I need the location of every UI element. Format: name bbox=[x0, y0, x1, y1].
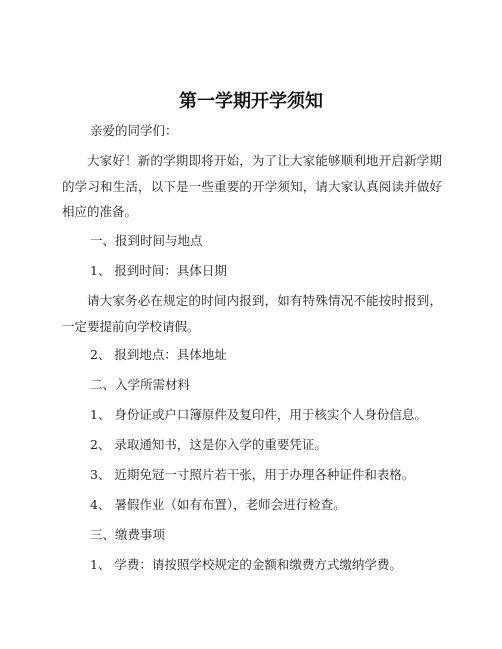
list-item: 2、 录取通知书，这是你入学的重要凭证。 bbox=[90, 437, 327, 452]
list-item: 1、 学费：请按照学校规定的金额和缴费方式缴纳学费。 bbox=[90, 557, 402, 572]
greeting: 亲爱的同学们： bbox=[90, 123, 178, 138]
list-item: 2、 报到地点：具体地址 bbox=[90, 347, 227, 362]
list-item: 1、 报到时间：具体日期 bbox=[90, 263, 227, 278]
intro-paragraph: 大家好！新的学期即将开始，为了让大家能够顺利地开启新学期的学习和生活，以下是一些重要的开学须知，请大家认真阅读并做好相应的准备。 bbox=[62, 153, 442, 219]
section-heading-registration: 一、报到时间与地点 bbox=[90, 233, 203, 248]
list-item: 1、 身份证或户口簿原件及复印件，用于核实个人身份信息。 bbox=[90, 407, 427, 422]
registration-note-paragraph: 请大家务必在规定的时间内报到，如有特殊情况不能按时报到，一定要提前向学校请假。 bbox=[62, 293, 442, 334]
document-title: 第一学期开学须知 bbox=[179, 91, 323, 112]
list-item: 3、 近期免冠一寸照片若干张，用于办理各种证件和表格。 bbox=[90, 467, 415, 482]
section-heading-fees: 三、缴费事项 bbox=[90, 527, 166, 542]
section-heading-materials: 二、入学所需材料 bbox=[90, 377, 191, 392]
list-item: 4、 暑假作业（如有布置），老师会进行检查。 bbox=[90, 497, 346, 512]
